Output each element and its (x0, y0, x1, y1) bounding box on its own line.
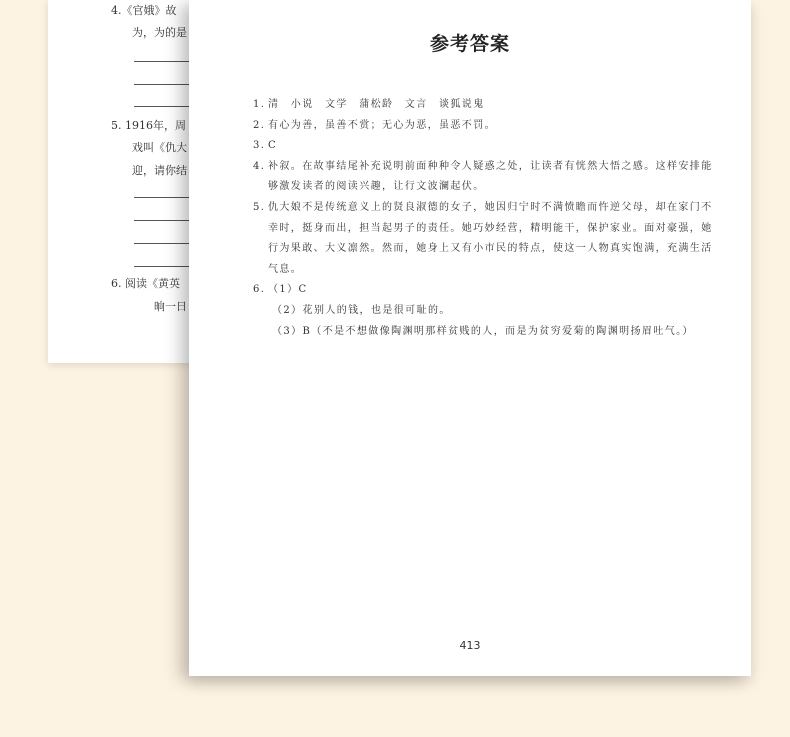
answer-blank-line (134, 266, 194, 267)
answer-number: 4. (253, 160, 266, 172)
page-title: 参考答案 (429, 33, 510, 55)
back-page-line: 戏叫《仇大 (132, 141, 187, 154)
answer-line: 幸时，挺身而出，担当起男子的责任。她巧妙经营，精明能干，保护家业。面对豪强，她 (268, 222, 713, 234)
answer-subitem: （2）花别人的钱，也是很可耻的。 (272, 304, 451, 316)
answer-item (253, 157, 713, 198)
answer-blank-line (134, 220, 194, 221)
answer-list (253, 95, 713, 342)
answer-subitem: （3）B（不是不想做像陶渊明那样贫贱的人，而是为贫穷爱菊的陶渊明扬眉吐气。） (272, 325, 694, 337)
back-page-line: 迎，请你结 (132, 164, 187, 177)
answer-item (253, 116, 697, 137)
answer-line: 气息。 (268, 263, 303, 275)
page-number: 413 (459, 639, 481, 652)
answer-number: 5. (253, 201, 266, 213)
answer-text (268, 198, 713, 280)
answer-blank-line (134, 106, 194, 107)
answer-blank-line (134, 61, 194, 62)
answer-text: 清 小说 文学 蒲松龄 文言 谈狐说鬼 (268, 99, 485, 110)
answer-line: 行为果敢、大义凛然。然而，她身上又有小市民的特点，使这一人物真实饱满，充满生活 (268, 243, 713, 255)
back-page-line: 4.《官娥》故 (111, 4, 177, 17)
answer-number: 2. (253, 119, 266, 131)
answer-text: C (268, 140, 278, 152)
answer-page (189, 0, 751, 676)
answer-text: 有心为善，虽善不赏；无心为恶，虽恶不罚。 (268, 119, 496, 131)
answer-line: 补叙。在故事结尾补充说明前面种种令人疑惑之处，让读者有恍然大悟之感。这样安排能 (268, 160, 713, 172)
answer-item (253, 95, 697, 116)
answer-item (253, 136, 697, 157)
answer-line: 够激发读者的阅读兴趣，让行文波澜起伏。 (268, 181, 485, 193)
back-page-line: 为，为的是 (132, 26, 187, 39)
answer-item (253, 280, 697, 301)
answer-blank-line (134, 84, 194, 85)
answer-line: 仇大娘不是传统意义上的贤良淑德的女子，她因归宁时不满愤瞻而忤逆父母，却在家门不 (268, 201, 713, 213)
answer-text (268, 157, 713, 198)
back-page-line: 6. 阅读《黄英 (111, 277, 180, 290)
answer-blank-line (134, 243, 194, 244)
answer-text: （1）C (268, 284, 308, 296)
answer-item (253, 198, 713, 280)
back-page-line: 5. 1916年，周 (111, 119, 186, 132)
back-page-line: 晌一日 (154, 300, 187, 313)
answer-number: 6. (253, 284, 266, 296)
answer-number: 3. (253, 140, 266, 152)
answer-blank-line (134, 197, 194, 198)
answer-number: 1. (253, 99, 266, 110)
